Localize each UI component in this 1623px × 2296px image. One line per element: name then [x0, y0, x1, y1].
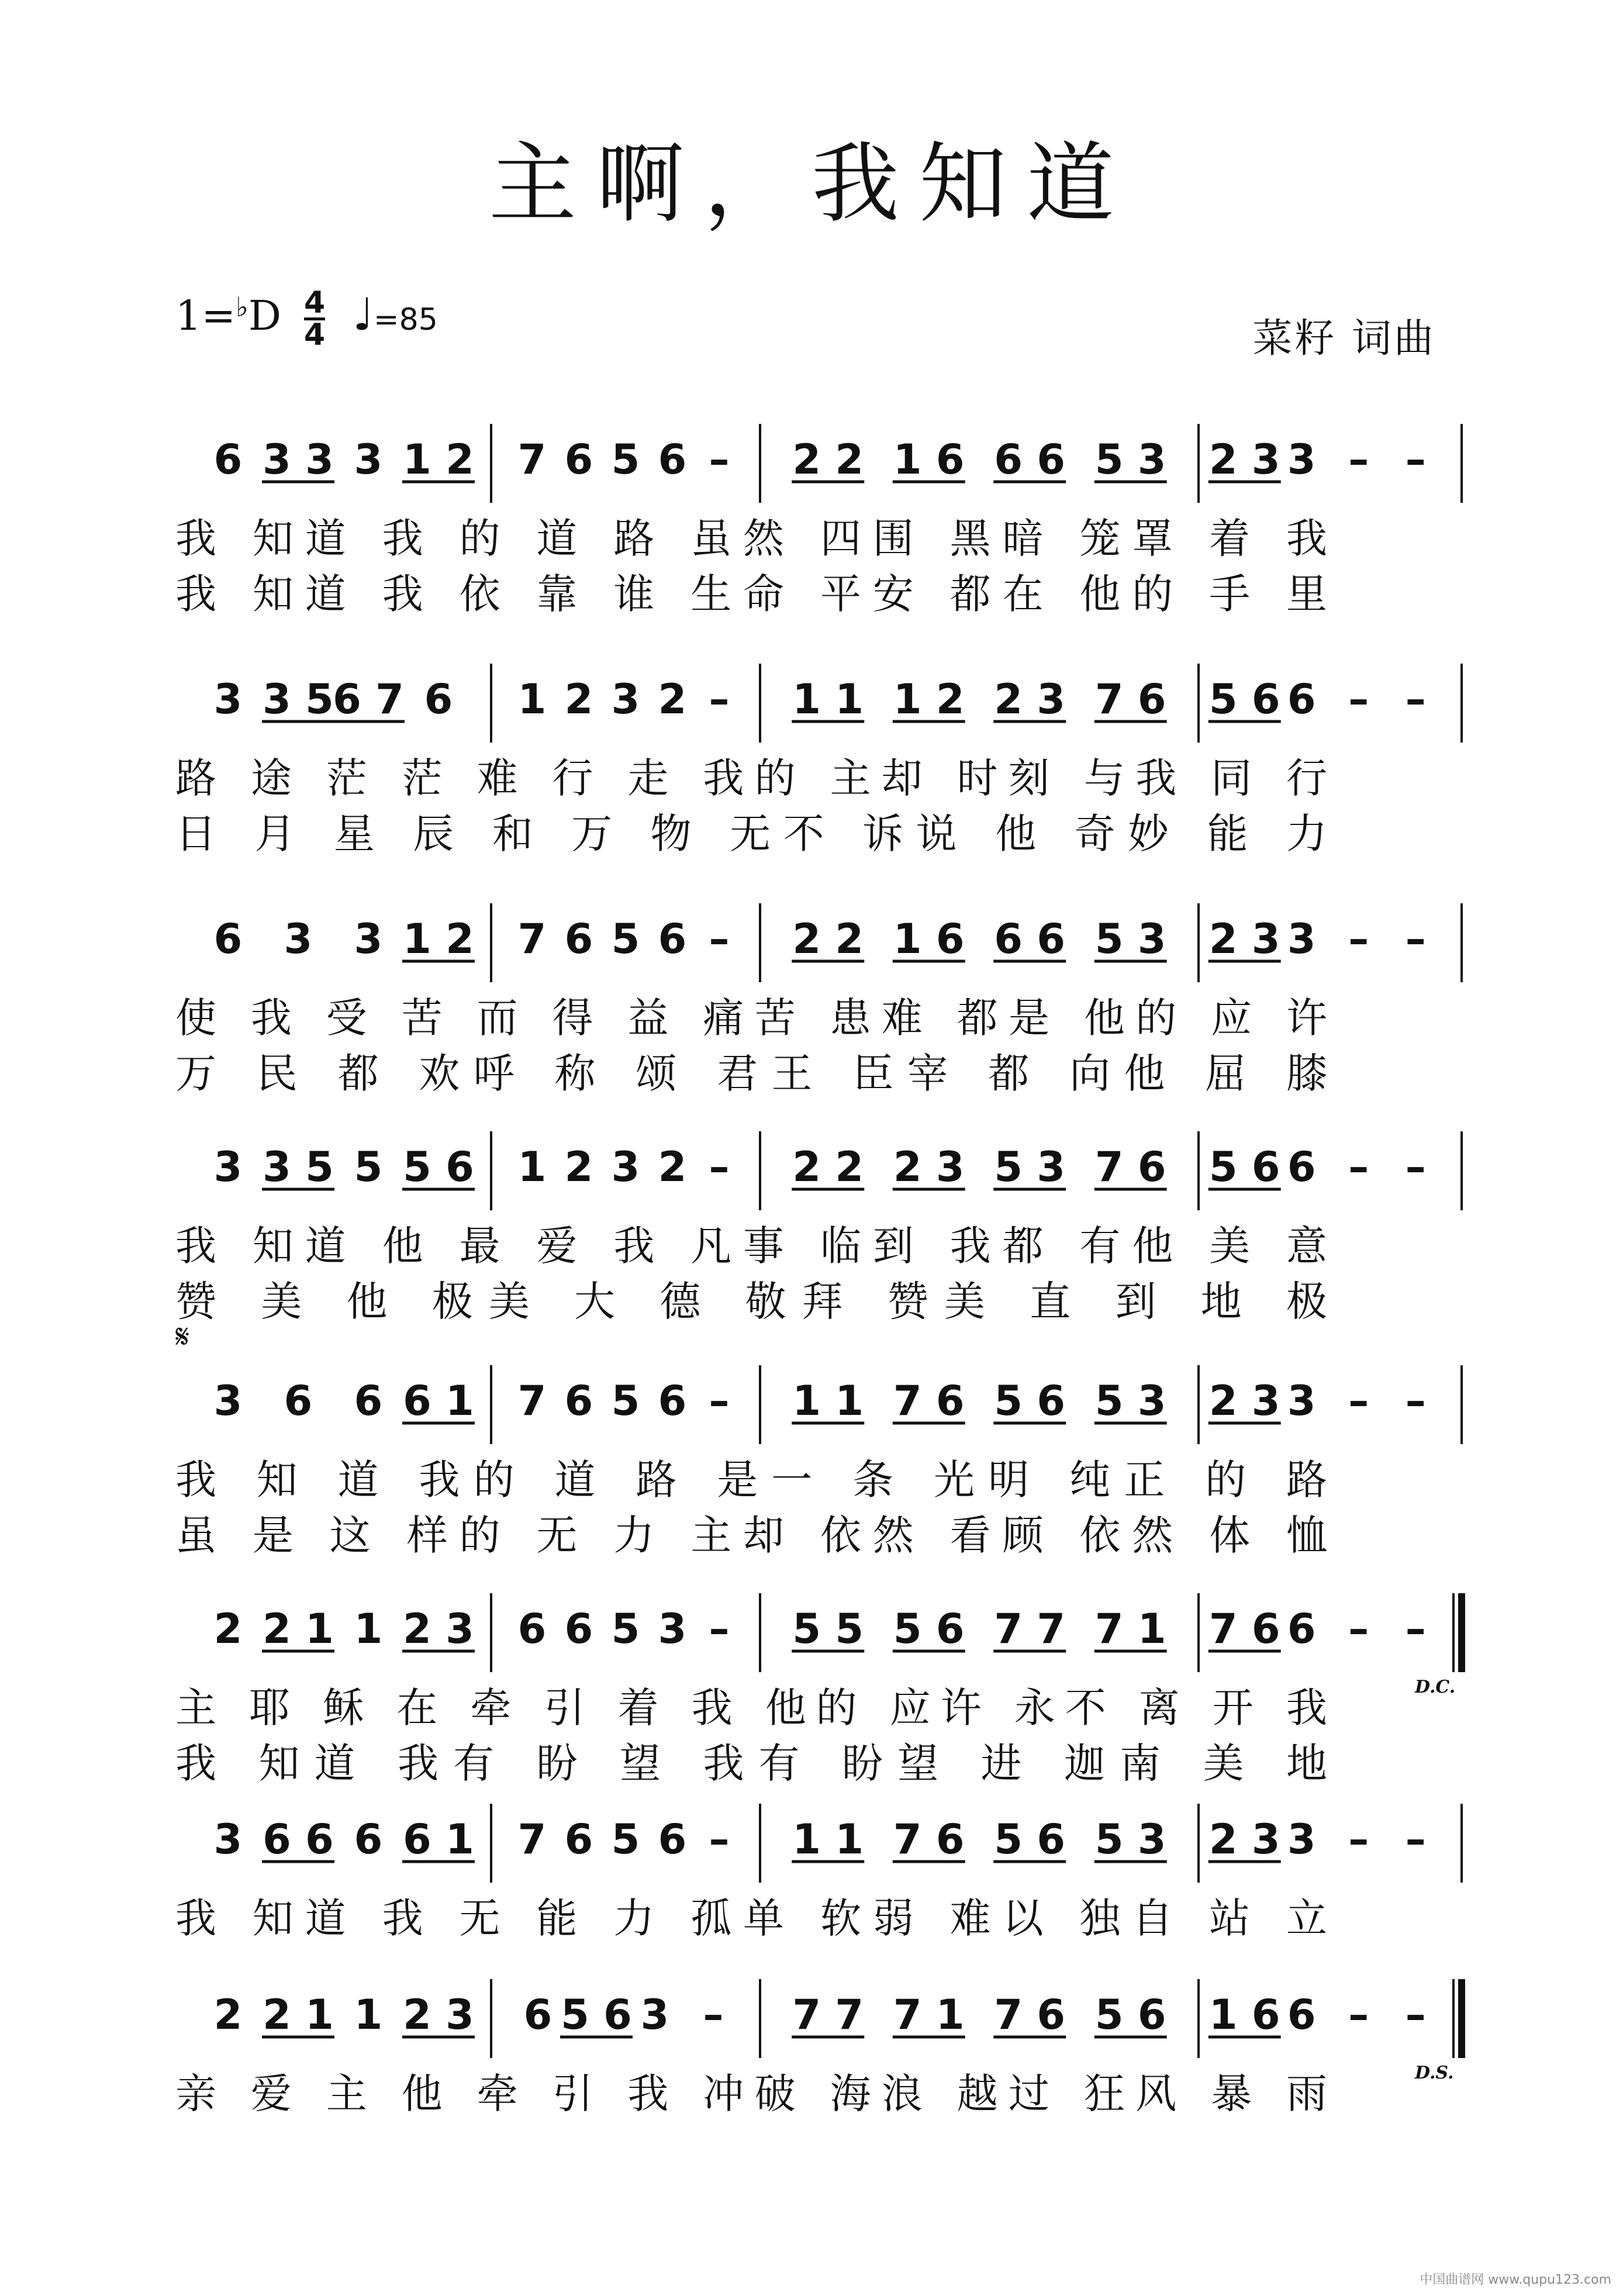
note: 3	[611, 1143, 640, 1191]
tempo-value: =85	[374, 302, 438, 337]
time-bottom: 4	[304, 317, 326, 353]
note: 1 2	[403, 436, 474, 484]
note: 6	[284, 1377, 313, 1425]
note: 5 3	[1094, 915, 1166, 963]
note: 2 1	[263, 1991, 334, 2039]
note: 3 5	[263, 1143, 334, 1191]
note: 5	[611, 915, 640, 963]
repeat-mark: D.S.	[1415, 2063, 1454, 2083]
note: 3	[1287, 1815, 1316, 1863]
note: 6	[658, 1377, 687, 1425]
note: 2	[658, 675, 687, 723]
note: 7	[517, 436, 547, 484]
note: 3	[1287, 1377, 1316, 1425]
note: 6 6	[263, 1815, 334, 1863]
note: –	[1348, 1377, 1369, 1425]
note: 6 6	[994, 436, 1066, 484]
note: 1	[517, 675, 547, 723]
note: 2 1	[263, 1605, 334, 1653]
note: –	[1405, 1605, 1426, 1653]
note: 7 1	[893, 1991, 965, 2039]
note: 5 6	[893, 1605, 965, 1653]
key-prefix: 1=	[175, 292, 236, 340]
note: 2 3	[403, 1991, 474, 2039]
note: 3 5	[263, 675, 334, 723]
note: 6	[658, 436, 687, 484]
lyric-line: 亲 爱 主 他 牵 引 我 冲破 海浪 越过 狂风 暴 雨	[175, 2070, 1327, 2118]
note: 7 7	[994, 1605, 1066, 1653]
note: 7 6	[893, 1815, 965, 1863]
note: 1 2	[893, 675, 965, 723]
note: 6	[354, 1815, 383, 1863]
note: 7 6	[994, 1991, 1066, 2039]
note: –	[1348, 1815, 1369, 1863]
note: –	[709, 915, 730, 963]
note: 6 1	[403, 1377, 474, 1425]
note: –	[709, 1605, 730, 1653]
note: 1	[517, 1143, 547, 1191]
note: 5 6	[1208, 675, 1280, 723]
note: 6	[424, 675, 453, 723]
note: 2	[213, 1605, 243, 1653]
note: 6	[523, 1991, 552, 2039]
note: 6	[564, 1815, 593, 1863]
note: 3	[213, 675, 243, 723]
lyric-line: 路 途 茫 茫 难 行 走 我的 主却 时刻 与我 同 行	[175, 754, 1327, 802]
note: 6	[1287, 675, 1316, 723]
lyric-line: 我 知道 我 依 靠 谁 生命 平安 都在 他的 手 里	[175, 570, 1327, 618]
note: 7 6	[1094, 1143, 1166, 1191]
note: –	[1348, 915, 1369, 963]
note: 1	[354, 1605, 383, 1653]
note: 5 6	[403, 1143, 474, 1191]
note: 5 3	[1094, 1815, 1166, 1863]
note: 3	[213, 1143, 243, 1191]
page-title: 主啊，我知道	[488, 133, 1134, 235]
note: 2	[213, 1991, 243, 2039]
note: 5	[611, 1377, 640, 1425]
note: –	[709, 436, 730, 484]
note: –	[709, 1377, 730, 1425]
note: 1 1	[792, 1815, 864, 1863]
flat-sign: ♭	[236, 291, 248, 323]
note: 6	[658, 915, 687, 963]
note: –	[1405, 436, 1426, 484]
note: 6	[213, 436, 243, 484]
note: 6	[564, 1377, 593, 1425]
note: –	[1405, 1377, 1426, 1425]
note: 6	[564, 915, 593, 963]
note: 6	[1287, 1991, 1316, 2039]
lyric-line: 使 我 受 苦 而 得 益 痛苦 患难 都是 他的 应 许	[175, 994, 1327, 1042]
note: 2 3	[1208, 436, 1280, 484]
note: 3	[354, 915, 383, 963]
note: 5 6	[994, 1377, 1066, 1425]
lyric-line: 主 耶 稣 在 牵 引 着 我 他的 应许 永不 离 开 我	[175, 1684, 1327, 1732]
note: –	[1348, 1991, 1369, 2039]
note: 3	[213, 1377, 243, 1425]
note: 3	[611, 675, 640, 723]
note: 1	[354, 1991, 383, 2039]
note: 1 6	[893, 915, 965, 963]
note: 1 1	[792, 1377, 864, 1425]
note: 6 7	[333, 675, 404, 723]
note: –	[1348, 436, 1369, 484]
note: 6	[354, 1377, 383, 1425]
note: 2 2	[792, 436, 864, 484]
note: 6	[564, 436, 593, 484]
lyric-line: 我 知 道 我的 道 路 是一 条 光明 纯正 的 路	[175, 1456, 1327, 1504]
note: –	[1405, 1991, 1426, 2039]
lyric-line: 我 知道 我 无 能 力 孤单 软弱 难以 独自 站 立	[175, 1894, 1327, 1942]
note: 1 6	[1208, 1991, 1280, 2039]
note: –	[1348, 1605, 1369, 1653]
note: 6 6	[994, 915, 1066, 963]
note: –	[1405, 915, 1426, 963]
note: 7	[517, 915, 547, 963]
lyric-line: 我 知道 他 最 爱 我 凡事 临到 我都 有他 美 意	[175, 1222, 1327, 1270]
note: 3	[1287, 915, 1316, 963]
note: 1 6	[893, 436, 965, 484]
note: 7	[517, 1815, 547, 1863]
note: 2 3	[1208, 915, 1280, 963]
tempo-note-icon: ♩	[353, 288, 374, 340]
author-credit: 菜籽 词曲	[1252, 316, 1436, 362]
note: 5	[611, 1605, 640, 1653]
note: 1 1	[792, 675, 864, 723]
note: 6	[213, 915, 243, 963]
note: 2	[564, 1143, 593, 1191]
lyric-line: 万 民 都 欢呼 称 颂 君王 臣宰 都 向他 屈 膝	[175, 1049, 1327, 1097]
note: 5 6	[561, 1991, 632, 2039]
note: 6	[658, 1815, 687, 1863]
note: –	[1348, 1143, 1369, 1191]
note: 5	[611, 1815, 640, 1863]
note: 2 3	[893, 1143, 965, 1191]
segno-sign: 𝄋	[175, 1318, 190, 1356]
note: 2 2	[792, 1143, 864, 1191]
note: 7 1	[1094, 1605, 1166, 1653]
note: 2	[658, 1143, 687, 1191]
note: 6	[1287, 1143, 1316, 1191]
note: 7 7	[792, 1991, 864, 2039]
note: 3	[1287, 436, 1316, 484]
note: 7 6	[1208, 1605, 1280, 1653]
note: –	[709, 1815, 730, 1863]
lyric-line: 虽 是 这 样的 无 力 主却 依然 看顾 依然 体 恤	[175, 1511, 1327, 1559]
note: 5 6	[994, 1815, 1066, 1863]
note: 6	[517, 1605, 547, 1653]
note: 2 3	[403, 1605, 474, 1653]
note: 5 3	[994, 1143, 1066, 1191]
note: 3	[640, 1991, 669, 2039]
note: 5	[354, 1143, 383, 1191]
note: 3 3	[263, 436, 334, 484]
note: –	[703, 1991, 724, 2039]
note: 5 6	[1094, 1991, 1166, 2039]
note: 2 3	[1208, 1377, 1280, 1425]
note: 6	[564, 1605, 593, 1653]
note: –	[1405, 1815, 1426, 1863]
note: –	[1348, 675, 1369, 723]
note: 6	[1287, 1605, 1316, 1653]
note: 5 5	[792, 1605, 864, 1653]
repeat-mark: D.C.	[1415, 1677, 1456, 1697]
note: 7 6	[1094, 675, 1166, 723]
note: 3	[213, 1815, 243, 1863]
note: 7	[517, 1377, 547, 1425]
note: –	[1405, 675, 1426, 723]
note: 2 2	[792, 915, 864, 963]
note: 7 6	[893, 1377, 965, 1425]
note: –	[709, 675, 730, 723]
time-top: 4	[304, 285, 326, 321]
lyric-line: 我 知道 我有 盼 望 我有 盼望 进 迦南 美 地	[175, 1739, 1327, 1787]
lyric-line: 赞 美 他 极美 大 德 敬拜 赞美 直 到 地 极	[175, 1278, 1327, 1325]
lyric-line: 日 月 星 辰 和 万 物 无不 诉说 他 奇妙 能 力	[175, 810, 1327, 858]
key-letter: D	[248, 292, 282, 340]
note: 6 1	[403, 1815, 474, 1863]
note: –	[709, 1143, 730, 1191]
note: 5 3	[1094, 436, 1166, 484]
note: 2	[564, 675, 593, 723]
watermark: 中国曲谱网 www.qupu123.com	[1420, 2273, 1611, 2287]
note: 2 3	[1208, 1815, 1280, 1863]
note: 3	[354, 436, 383, 484]
note: 5 3	[1094, 1377, 1166, 1425]
note: 3	[284, 915, 313, 963]
note: 1 2	[403, 915, 474, 963]
note: 2 3	[994, 675, 1066, 723]
note: 3	[658, 1605, 687, 1653]
note: –	[1405, 1143, 1426, 1191]
lyric-line: 我 知道 我 的 道 路 虽然 四围 黑暗 笼罩 着 我	[175, 515, 1327, 562]
note: 5	[611, 436, 640, 484]
note: 5 6	[1208, 1143, 1280, 1191]
